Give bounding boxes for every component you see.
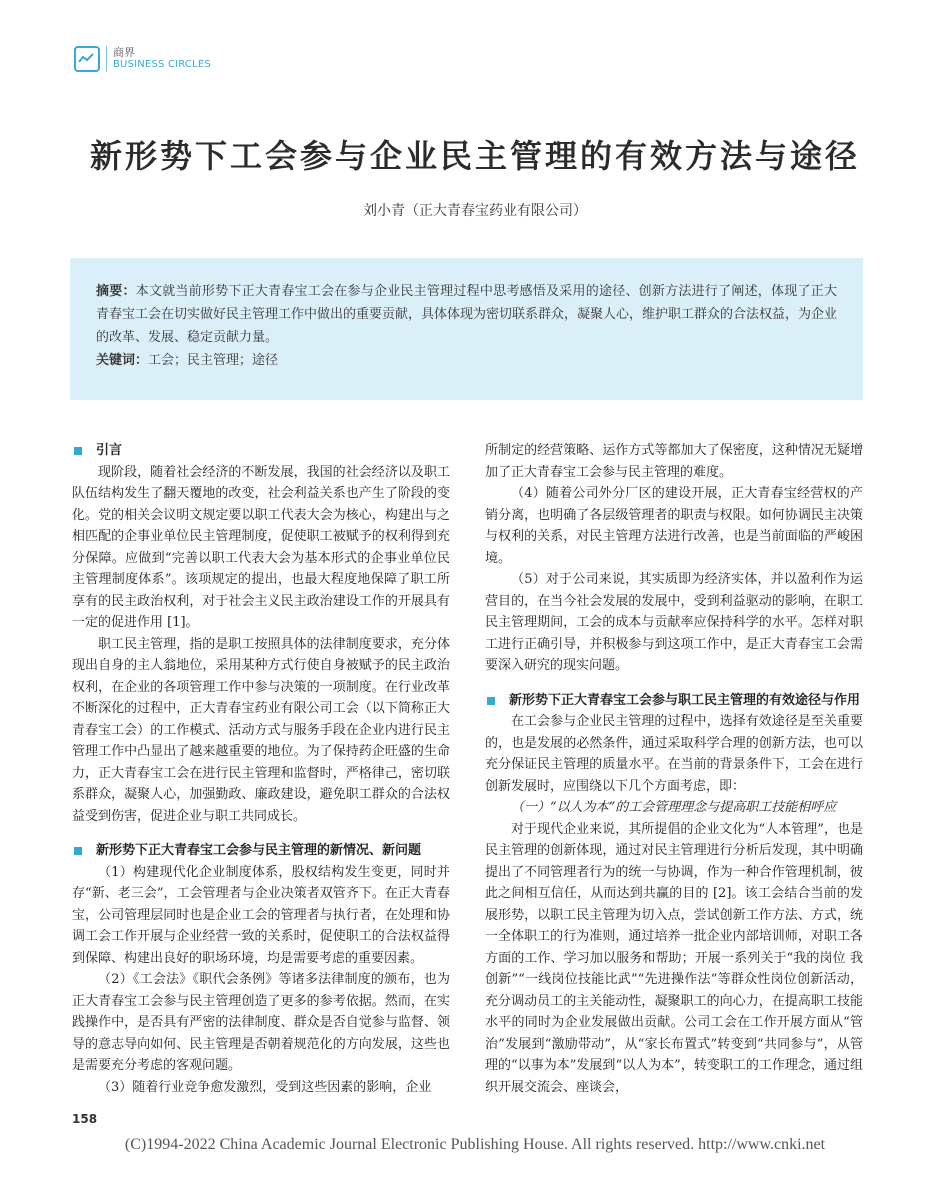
- article-title: 新形势下工会参与企业民主管理的有效方法与途径: [89, 137, 860, 175]
- article-author: 刘小青（正大青春宝药业有限公司）: [363, 203, 587, 219]
- paragraph: （3）随着行业竞争愈发激烈，受到这些因素的影响，企业: [98, 1079, 432, 1095]
- paragraph: （1）构建现代化企业制度体系，股权结构发生变更，同时并存“新、老三会”，工会管理者与企业决策者双管齐下。在正大青春宝，公司管理层同时也是企业工会的管理者与执行者，在处理和协调工会工作开展与企业经营一致的关系时，促使职工的合法权益得到保障、构建出良好的职场环境，均是需要考虑的重要因素。: [72, 864, 450, 966]
- abstract-text: 本文就当前形势下正大青春宝工会在参与企业民主管理过程中思考感悟及采用的途径、创新方法进行了阐述，体现了正大青春宝工会在切实做好民主管理工作中做出的重要贡献，具体体现为密切联系群众，凝聚人心，维护职工群众的合法权益，为企业的改革、发展、稳定贡献力量。: [96, 284, 838, 345]
- chart-trend-icon: [74, 46, 100, 72]
- logo-en: BUSINESS CIRCLES: [113, 59, 211, 70]
- logo-cn: 商界: [113, 46, 135, 59]
- logo-divider: [106, 46, 107, 72]
- copyright-line: (C)1994-2022 China Academic Journal Electronic Publishing House. All rights reserved. http://www.cnki.net: [124, 1136, 826, 1153]
- right-column: [485, 440, 863, 1098]
- keywords: [96, 349, 837, 372]
- keywords-label: 关键词：: [96, 353, 149, 368]
- abstract-box: [70, 258, 863, 400]
- paragraph: 所制定的经营策略、运作方式等都加大了保密度，这种情况无疑增加了正大青春宝工会参与民主管理的难度。: [485, 443, 863, 480]
- left-column: [72, 440, 450, 1098]
- section-bullet-icon: [74, 847, 82, 855]
- journal-logo: [74, 46, 211, 72]
- paragraph: （4）随着公司外分厂区的建设开展，正大青春宝经营权的产销分离，也明确了各层级管理者的职责与权限。如何协调民主决策与权利的关系，对民主管理方法进行改善，也是当前面临的严峻困境。: [485, 486, 863, 566]
- abstract-label: 摘要：: [96, 284, 136, 299]
- page-number: 158: [72, 1112, 98, 1126]
- abstract: [96, 280, 837, 349]
- section-heading-intro: 引言: [72, 440, 450, 462]
- paragraph: （5）对于公司来说，其实质即为经济实体，并以盈利作为运营目的，在当今社会发展的发展中，受到利益驱动的影响，在职工民主管理期间，工会的成本与贡献率应保持科学的水平。怎样对职工进行正确引导，并积极参与到这项工作中，是正大青春宝工会需要深入研究的现实问题。: [485, 572, 863, 673]
- section-heading-new-situation: 新形势下正大青春宝工会参与民主管理的新情况、新问题: [72, 840, 450, 862]
- subsection-heading: （一）“以人为本”的工会管理理念与提高职工技能相呼应: [511, 800, 837, 815]
- section-bullet-icon: [74, 447, 82, 455]
- paragraph: 现阶段，随着社会经济的不断发展，我国的社会经济以及职工队伍结构发生了翻天覆地的改变，社会利益关系也产生了阶段的变化。党的相关会议明文规定要以职工代表大会为核心，构建出与之相匹配的企事业单位民主管理制度，促使职工被赋予的权利得到充分保障。应做到“完善以职工代表大会为基本形式的企事业单位民主管理制度体系”。该项规定的提出，也最大程度地保障了职工所享有的民主政治权利，对于社会主义民主政治建设工作的开展具有一定的促进作用 [1]。: [72, 464, 450, 630]
- section-heading-effective-ways: 新形势下正大青春宝工会参与职工民主管理的有效途径与作用: [485, 690, 863, 712]
- paragraph: 在工会参与企业民主管理的过程中，选择有效途径是至关重要的，也是发展的必然条件，通过采取科学合理的创新方法，也可以充分保证民主管理的质量水平。在当前的背景条件下，工会在进行创新发展时，应围绕以下几个方面考虑，即：: [485, 714, 863, 794]
- paragraph: 对于现代企业来说，其所提倡的企业文化为“人本管理”，也是民主管理的创新体现，通过对民主管理进行分析后发现，其中明确提出了不同管理者行为的统一与协调，作为一种合作管理机制，彼此之间相互信任，从而达到共赢的目的 [2]。该工会结合当前的发展形势，以职工民主管理为切入点，尝试创新工作方法、方式，统一全体职工的行为准则，通过培养一批企业内部培训师，对职工各方面的工作、学习加以服务和帮助；开展一系列关于“我的岗位 我创新”“一线岗位技能比武”“先进操作法”等群众性岗位创新活动，充分调动员工的主关能动性，凝聚职工的向心力，在提高职工技能水平的同时为企业发展做出贡献。公司工会在工作开展方面从“管治”发展到“激励带动”，从“家长布置式”转变到“共同参与”，从管理的“以事为本”发展到“以人为本”，转变职工的工作理念，通过组织开展交流会、座谈会，: [485, 821, 863, 1095]
- paragraph: （2）《工会法》《职代会条例》等诸多法律制度的颁布，也为正大青春宝工会参与民主管理创造了更多的参考依据。然而，在实践操作中，是否具有严密的法律制度、群众是否自觉参与监督、领导的意志导向如何、民主管理是否朝着规范化的方向发展，这些也是需要充分考虑的客观问题。: [72, 972, 450, 1073]
- logo-text: [113, 47, 211, 71]
- paragraph: 职工民主管理，指的是职工按照具体的法律制度要求，充分体现出自身的主人翁地位，采用某种方式行使自身被赋予的民主政治权利，在企业的各项管理工作中参与决策的一项制度。在行业改革不断深化的过程中，正大青春宝药业有限公司工会（以下简称正大青春宝工会）的工作模式、活动方式与服务手段在企业内进行民主管理工作中凸显出了越来越重要的地位。为了保持药企旺盛的生命力，正大青春宝工会在进行民主管理和监督时，严格律己，密切联系群众，凝聚人心，加强勤政、廉政建设，避免职工群众的合法权益受到伤害，促进企业与职工共同成长。: [72, 636, 450, 824]
- section-bullet-icon: [487, 697, 495, 705]
- keywords-text: 工会；民主管理；途径: [148, 353, 279, 368]
